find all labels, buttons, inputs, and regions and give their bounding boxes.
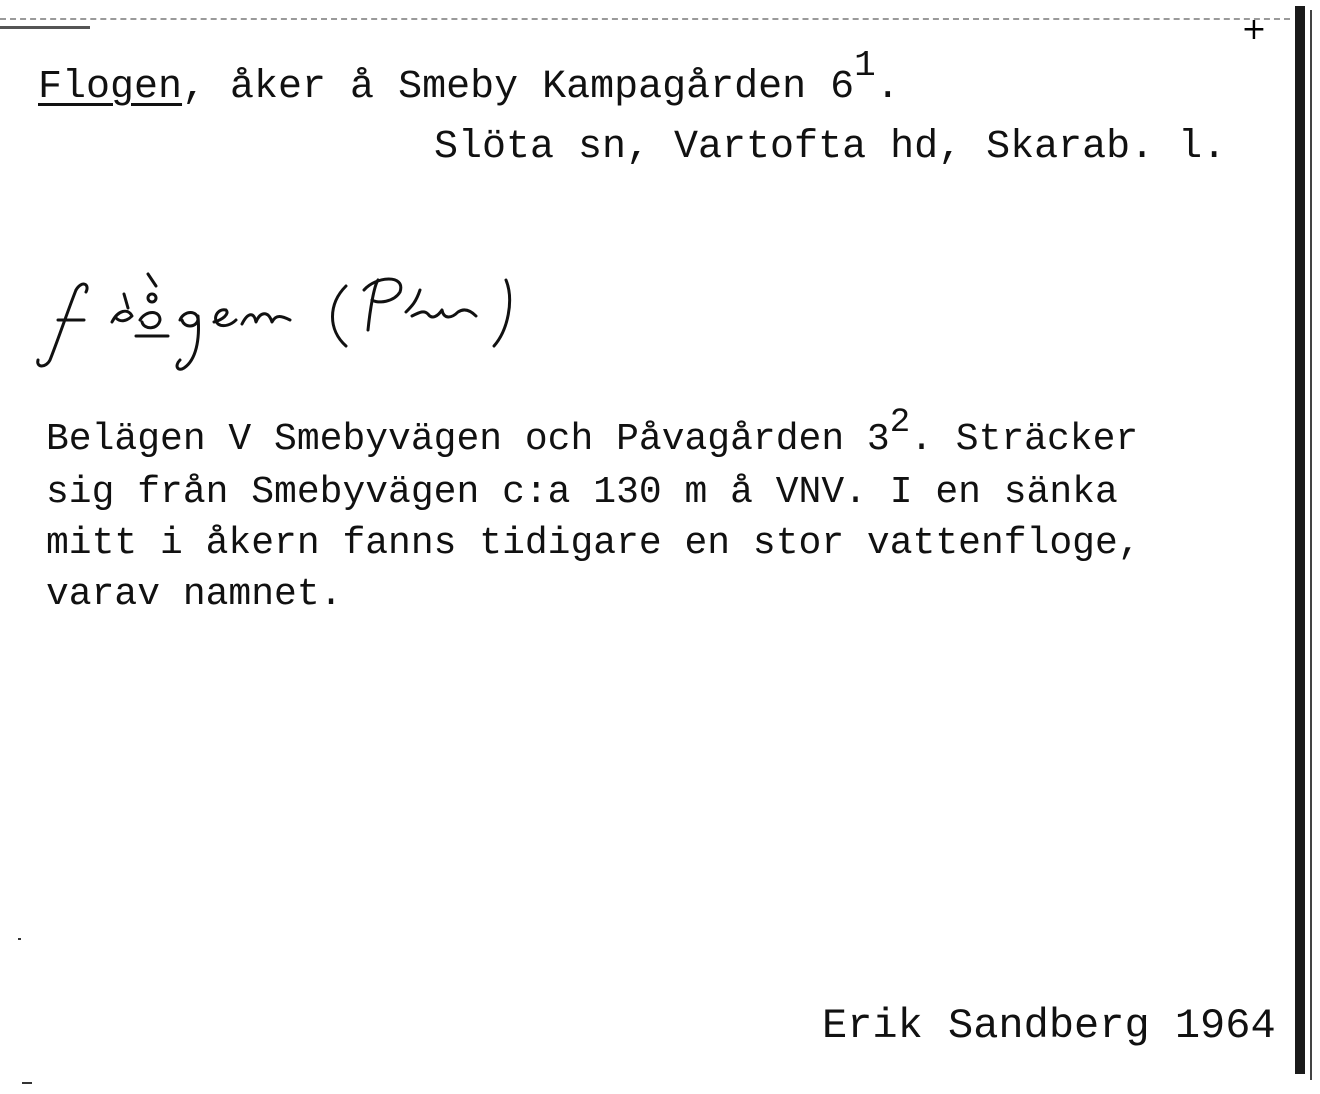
card-header-line-2: Slöta sn, Vartofta hd, Skarab. l. <box>434 125 1227 170</box>
body-line-3: mitt i åkern fanns tidigare en stor vattenfloge, <box>46 522 1141 565</box>
handwritten-form <box>28 250 538 380</box>
headword: Flogen <box>38 65 183 110</box>
body-line-1 <box>46 404 1266 467</box>
body-line-1-end: . Sträcker <box>910 418 1139 461</box>
card-header-line-1 <box>38 45 900 116</box>
card-right-edge <box>1295 6 1305 1074</box>
scan-speck <box>18 938 21 940</box>
card-right-edge-line <box>1310 10 1312 1080</box>
body-superscript: 2 <box>889 404 911 442</box>
body-line-2: sig från Smebyvägen c:a 130 m å VNV. I en sänka <box>46 471 1118 514</box>
scan-speck <box>22 1082 32 1084</box>
collector-signature: Erik Sandberg 1964 <box>822 1002 1276 1050</box>
body-line-1-text: Belägen V Smebyvägen och Påvagården 3 <box>46 418 890 461</box>
card-body <box>46 404 1266 620</box>
registration-cross-icon: + <box>1241 12 1267 47</box>
header-superscript: 1 <box>854 45 876 86</box>
header-locality: , åker å Smeby Kampagården 6 <box>182 65 855 110</box>
body-line-4: varav namnet. <box>46 573 343 616</box>
header-period: . <box>875 65 900 110</box>
card-top-edge-shadow <box>0 26 90 29</box>
card-top-edge <box>0 18 1290 20</box>
